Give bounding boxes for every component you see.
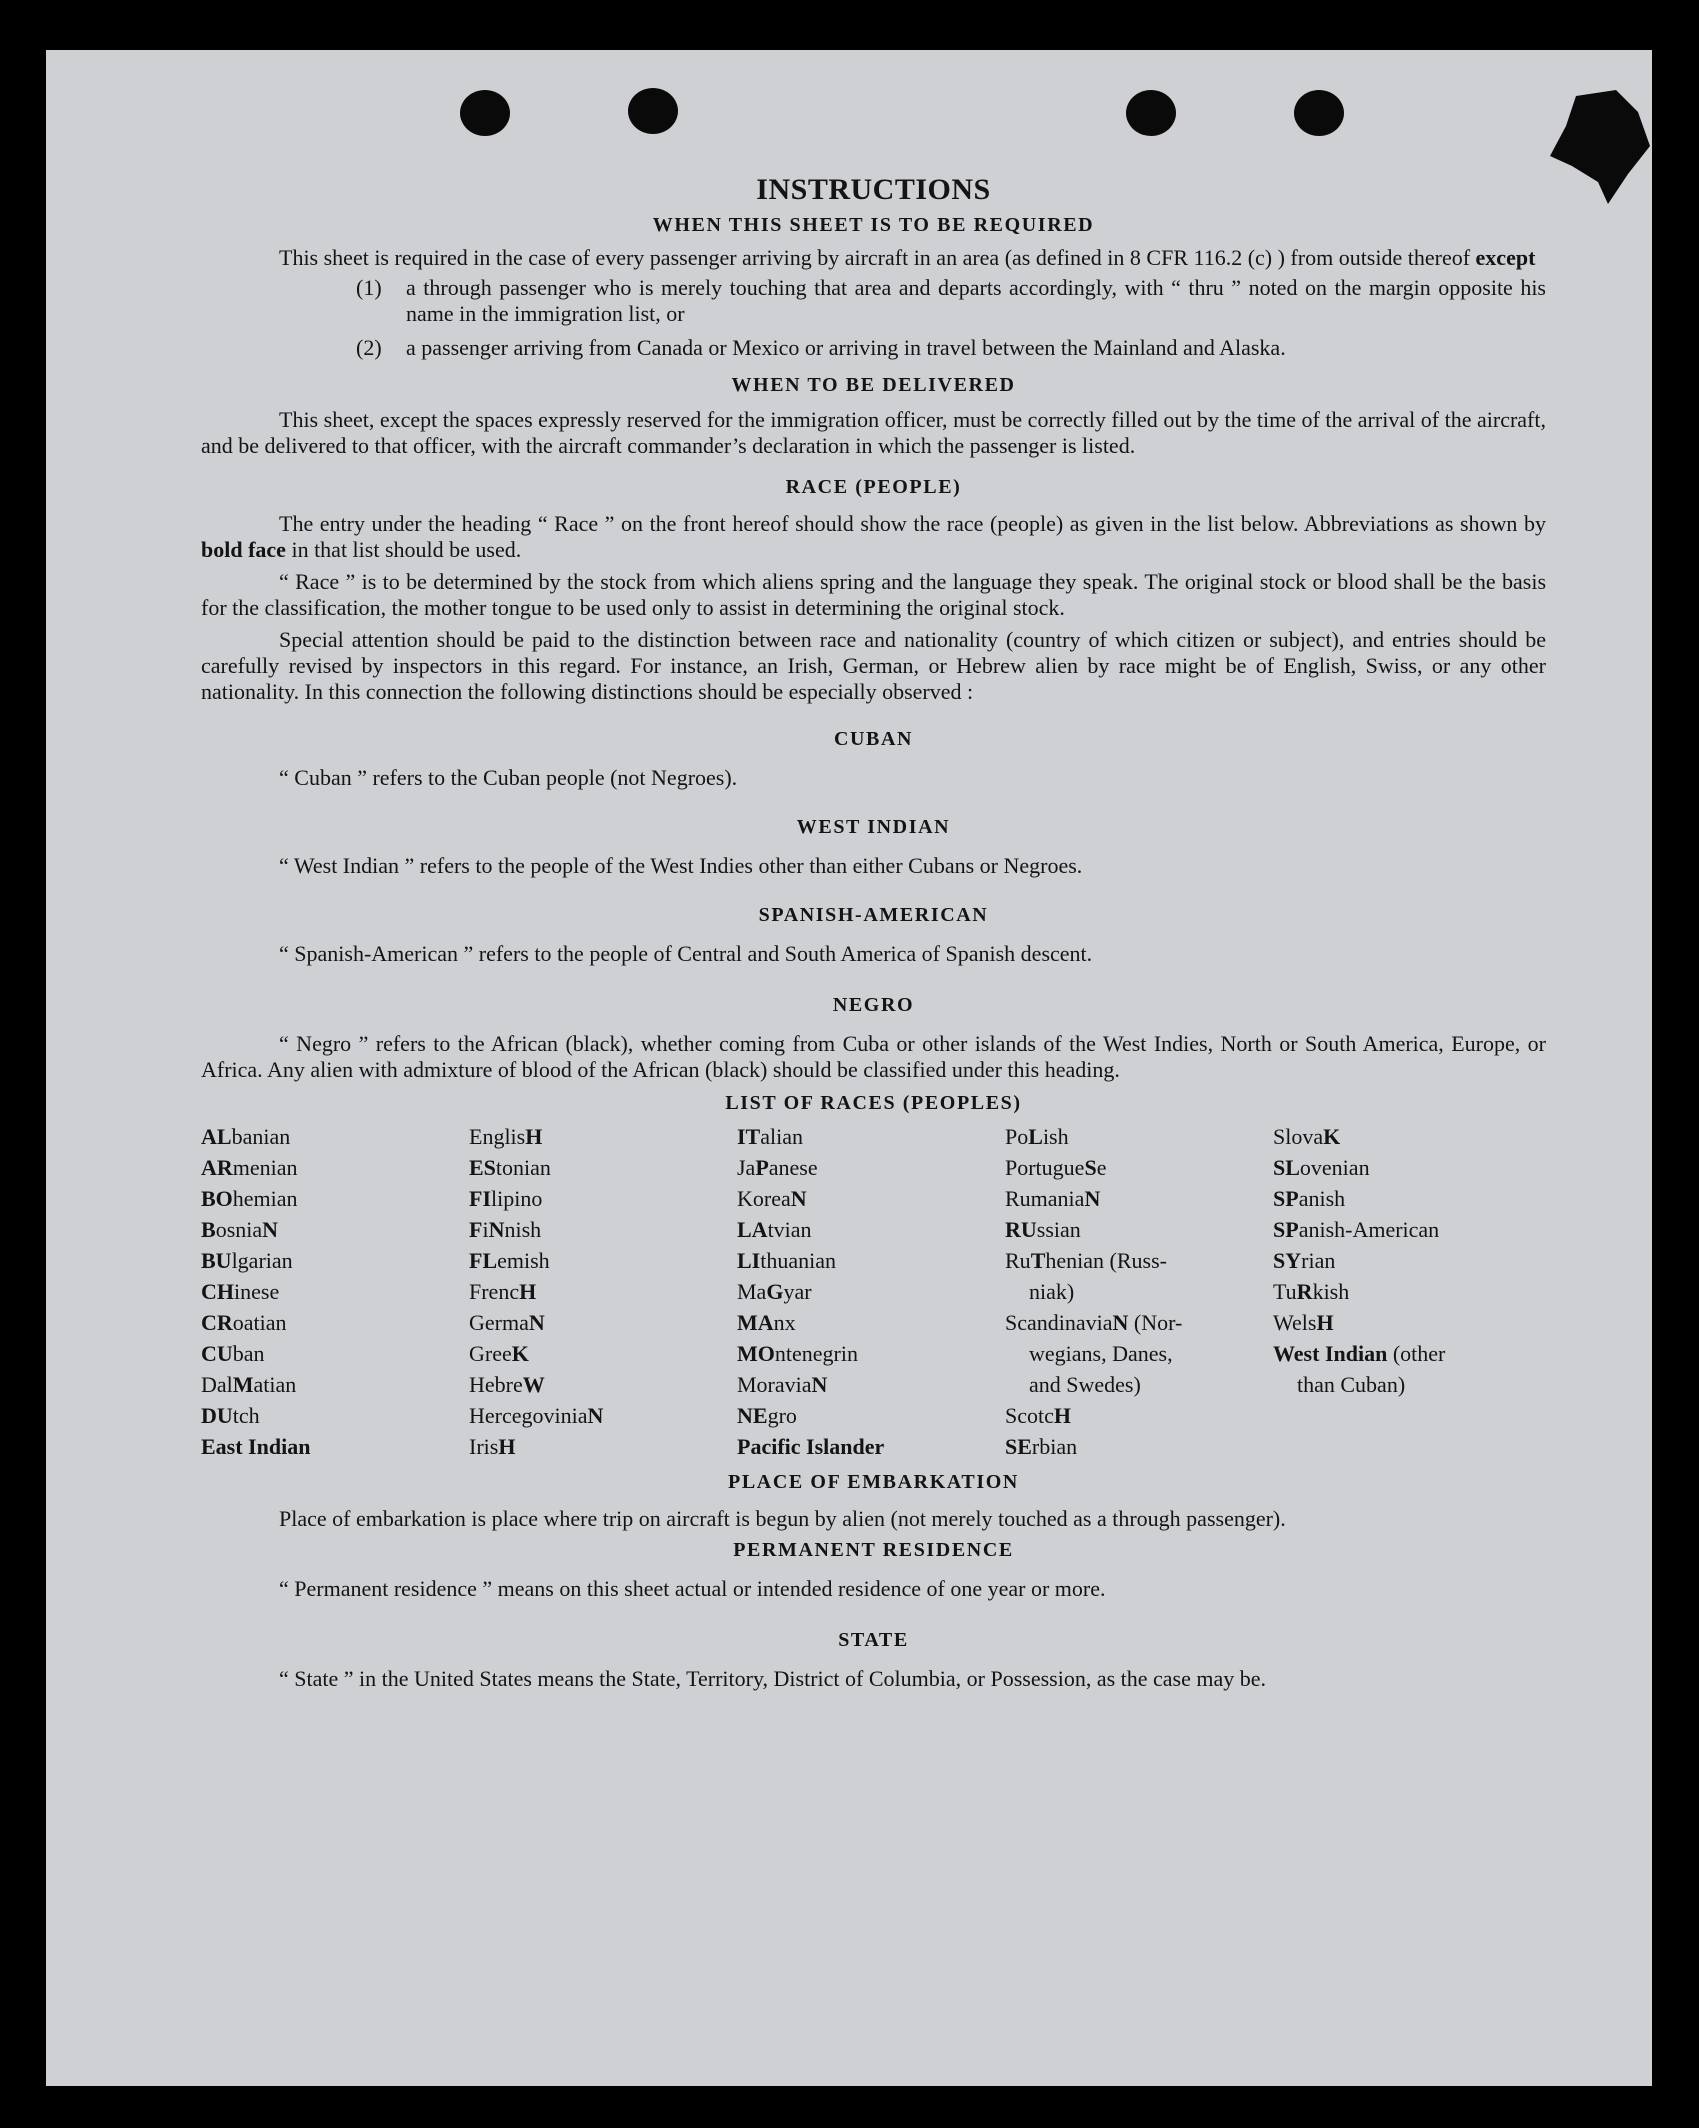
race-entry	[737, 1183, 1005, 1214]
races-column	[469, 1121, 737, 1462]
race-entry	[737, 1121, 1005, 1152]
race-text: ovenian	[1299, 1155, 1370, 1180]
race-entry	[1273, 1214, 1541, 1245]
race-entry	[469, 1245, 737, 1276]
race-text: niak)	[1029, 1279, 1075, 1304]
race-text: ssian	[1036, 1217, 1081, 1242]
race-abbrev-bold: RU	[1005, 1217, 1037, 1242]
race-entry	[1005, 1276, 1273, 1307]
race-abbrev-bold: ES	[469, 1155, 496, 1180]
race-abbrev-bold: SP	[1273, 1217, 1299, 1242]
race-entry	[469, 1338, 737, 1369]
race-abbrev-bold: K	[1323, 1124, 1341, 1149]
race-entry	[469, 1431, 737, 1462]
race-abbrev-bold: LI	[737, 1248, 761, 1273]
page-title: INSTRUCTIONS	[756, 173, 991, 206]
race-text: anese	[768, 1155, 818, 1180]
section-heading-list-of-races: LIST OF RACES (PEOPLES)	[725, 1092, 1022, 1114]
race-text: Korea	[737, 1186, 791, 1211]
races-column	[201, 1121, 469, 1462]
required-intro: This sheet is required in the case of every passenger arriving by aircraft in an area (as defined in 8 CFR 116.2 (c) ) from outside thereof except	[279, 245, 1536, 270]
residence-text: “ Permanent residence ” means on this sheet actual or intended residence of one year or more.	[279, 1576, 1106, 1601]
race-abbrev-bold: BO	[201, 1186, 233, 1211]
section-heading-west-indian: WEST INDIAN	[796, 816, 951, 838]
race-text: tvian	[767, 1217, 812, 1242]
race-entry	[201, 1214, 469, 1245]
race-abbrev-bold: BU	[201, 1248, 232, 1273]
race-abbrev-bold: CH	[201, 1279, 234, 1304]
race-abbrev-bold: N	[488, 1217, 505, 1242]
race-entry	[469, 1400, 737, 1431]
race-text: Hercegovinia	[469, 1403, 588, 1428]
negro-text: “ Negro ” refers to the African (black), whether coming from Cuba or other islands of the West Indies, North or South America, Europe, or Africa. Any alien with admixture of blood of the African (black) should be classified under this heading.	[201, 1031, 1546, 1082]
race-text: nish	[504, 1217, 542, 1242]
section-heading-embarkation: PLACE OF EMBARKATION	[728, 1471, 1019, 1493]
race-text: anish-American	[1298, 1217, 1440, 1242]
race-abbrev-bold: IT	[737, 1124, 761, 1149]
spanish-american-text: “ Spanish-American ” refers to the people of Central and South America of Spanish descent.	[279, 941, 1093, 966]
race-entry	[1273, 1338, 1541, 1369]
race-text: hemian	[232, 1186, 298, 1211]
race-text: Rumania	[1005, 1186, 1085, 1211]
race-abbrev-bold: CR	[201, 1310, 233, 1335]
race-abbrev-bold: T	[1030, 1248, 1046, 1273]
race-abbrev-bold: W	[522, 1372, 545, 1397]
race-entry	[1273, 1276, 1541, 1307]
race-entry	[1273, 1152, 1541, 1183]
section-heading-negro: NEGRO	[832, 994, 915, 1016]
race-text: Scandinavia	[1005, 1310, 1113, 1335]
race-entry	[737, 1245, 1005, 1276]
race-entry	[1273, 1245, 1541, 1276]
race-text: ban	[232, 1341, 265, 1366]
race-text: thuanian	[760, 1248, 837, 1273]
item-number: (1)	[356, 275, 382, 300]
race-entry	[1273, 1369, 1541, 1400]
race-text: atian	[253, 1372, 297, 1397]
race-text: than Cuban)	[1297, 1372, 1406, 1397]
race-entry	[1005, 1183, 1273, 1214]
race-text: Dal	[201, 1372, 233, 1397]
race-abbrev-bold: DU	[201, 1403, 233, 1428]
race-entry	[469, 1152, 737, 1183]
race-text: Gree	[469, 1341, 512, 1366]
race-abbrev-bold: H	[519, 1279, 537, 1304]
race-text: alian	[760, 1124, 804, 1149]
race-text: ish	[1042, 1124, 1069, 1149]
race-paragraph: The entry under the heading “ Race ” on the front hereof should show the race (people) as given in the list below. Abbreviations as shown by bold face in that list should be used.	[201, 511, 1546, 562]
race-text: i	[482, 1217, 489, 1242]
section-heading-race: RACE (PEOPLE)	[785, 476, 962, 498]
race-abbrev-bold: SP	[1273, 1186, 1299, 1211]
document-sheet	[46, 50, 1652, 2086]
race-entry	[201, 1121, 469, 1152]
race-entry	[469, 1307, 737, 1338]
race-abbrev-bold: N	[790, 1186, 807, 1211]
race-abbrev-bold: West Indian	[1273, 1341, 1388, 1366]
race-entry	[1273, 1183, 1541, 1214]
race-text: menian	[232, 1155, 298, 1180]
punch-hole	[628, 88, 678, 134]
item-text: a passenger arriving from Canada or Mexico or arriving in travel between the Mainland and Alaska.	[406, 335, 1286, 360]
race-text: osnia	[215, 1217, 263, 1242]
race-entry	[1005, 1400, 1273, 1431]
race-text: Wels	[1273, 1310, 1317, 1335]
punch-hole	[1294, 90, 1344, 136]
race-text: nx	[773, 1310, 796, 1335]
race-entry	[737, 1431, 1005, 1462]
race-text: lgarian	[231, 1248, 293, 1273]
race-text: Ma	[737, 1279, 767, 1304]
race-abbrev-bold: N	[587, 1403, 604, 1428]
race-text: Po	[1005, 1124, 1029, 1149]
race-entry	[201, 1369, 469, 1400]
race-text: rbian	[1031, 1434, 1078, 1459]
section-heading-required: WHEN THIS SHEET IS TO BE REQUIRED	[652, 214, 1095, 236]
race-abbrev-bold: East Indian	[201, 1434, 311, 1459]
race-abbrev-bold: G	[766, 1279, 784, 1304]
race-text: Ja	[737, 1155, 756, 1180]
race-entry	[737, 1338, 1005, 1369]
item-number: (2)	[356, 335, 382, 360]
item-text: a through passenger who is merely touching that area and departs accordingly, with “ thru ” noted on the margin opposite his name in the immigration list, or	[406, 275, 1546, 326]
race-text: rian	[1301, 1248, 1336, 1273]
race-entry	[469, 1183, 737, 1214]
race-entry	[1005, 1245, 1273, 1276]
race-entry	[737, 1369, 1005, 1400]
race-abbrev-bold: H	[1053, 1403, 1072, 1428]
race-text: Iris	[469, 1434, 499, 1459]
list-item	[356, 335, 1546, 361]
race-abbrev-bold: S	[1084, 1155, 1097, 1180]
race-abbrev-bold: CU	[201, 1341, 233, 1366]
race-abbrev-bold: SL	[1273, 1155, 1300, 1180]
race-entry	[201, 1338, 469, 1369]
race-text: ntenegrin	[774, 1341, 858, 1366]
race-abbrev-bold: H	[525, 1124, 543, 1149]
race-text: Slova	[1273, 1124, 1324, 1149]
race-entry	[469, 1369, 737, 1400]
race-text: yar	[783, 1279, 812, 1304]
race-abbrev-bold: SE	[1005, 1434, 1032, 1459]
race-abbrev-bold: LA	[737, 1217, 768, 1242]
race-paragraph: Special attention should be paid to the distinction between race and nationality (country of which citizen or subject), and entries should be carefully revised by inspectors in this regard. For instance, an Irish, German, or Hebrew alien by race might be of English, Swiss, or any other nationality. In this connection the following distinctions should be especially observed :	[201, 627, 1546, 704]
race-text: Tu	[1273, 1279, 1297, 1304]
race-abbrev-bold: B	[201, 1217, 216, 1242]
race-text: inese	[234, 1279, 280, 1304]
race-entry	[1005, 1214, 1273, 1245]
races-column	[737, 1121, 1005, 1462]
race-text: Ru	[1005, 1248, 1031, 1273]
race-text: Frenc	[469, 1279, 520, 1304]
race-entry	[1005, 1121, 1273, 1152]
race-entry	[201, 1276, 469, 1307]
race-entry	[469, 1276, 737, 1307]
race-entry	[469, 1121, 737, 1152]
race-abbrev-bold: MA	[737, 1310, 774, 1335]
instructions-content	[201, 173, 1546, 1692]
race-abbrev-bold: M	[232, 1372, 254, 1397]
race-abbrev-bold: MO	[737, 1341, 775, 1366]
cuban-text: “ Cuban ” refers to the Cuban people (not Negroes).	[279, 765, 738, 790]
section-heading-cuban: CUBAN	[833, 728, 914, 750]
section-heading-state: STATE	[838, 1629, 909, 1651]
race-entry	[1005, 1152, 1273, 1183]
race-abbrev-bold: AL	[201, 1124, 232, 1149]
race-text: henian (Russ-	[1045, 1248, 1167, 1273]
race-paragraph: “ Race ” is to be determined by the stock from which aliens spring and the language they speak. The original stock or blood shall be the basis for the classification, the mother tongue to be used only to assist in determining the original stock.	[201, 569, 1546, 620]
race-entry	[1005, 1431, 1273, 1462]
race-text: banian	[231, 1124, 291, 1149]
race-abbrev-bold: H	[498, 1434, 516, 1459]
race-entry	[1005, 1369, 1273, 1400]
race-text: oatian	[232, 1310, 287, 1335]
race-text: Scotc	[1005, 1403, 1054, 1428]
race-entry	[1005, 1338, 1273, 1369]
race-text: and Swedes)	[1029, 1372, 1141, 1397]
race-text: Hebre	[469, 1372, 523, 1397]
race-abbrev-bold: AR	[201, 1155, 233, 1180]
race-text: anish	[1298, 1186, 1346, 1211]
race-text: Englis	[469, 1124, 526, 1149]
race-text: emish	[497, 1248, 550, 1273]
races-column	[1005, 1121, 1273, 1462]
race-entry	[201, 1245, 469, 1276]
race-entry	[737, 1276, 1005, 1307]
delivered-text: This sheet, except the spaces expressly reserved for the immigration officer, must be correctly filled out by the time of the arrival of the aircraft, and be delivered to that officer, with the aircraft commander’s declaration in which the passenger is listed.	[201, 407, 1546, 458]
race-text: tonian	[495, 1155, 551, 1180]
race-entry	[201, 1431, 469, 1462]
race-abbrev-bold: N	[1112, 1310, 1129, 1335]
race-text: e	[1096, 1155, 1107, 1180]
section-heading-spanish-american: SPANISH-AMERICAN	[758, 904, 989, 926]
west-indian-text: “ West Indian ” refers to the people of the West Indies other than either Cubans or Negroes.	[279, 853, 1083, 878]
race-bold-face: bold face	[201, 537, 286, 562]
race-abbrev-bold: N	[811, 1372, 828, 1397]
race-abbrev-bold: L	[1028, 1124, 1043, 1149]
race-entry	[1273, 1307, 1541, 1338]
race-entry	[469, 1214, 737, 1245]
race-text: wegians, Danes,	[1029, 1341, 1173, 1366]
race-entry	[737, 1214, 1005, 1245]
race-abbrev-bold: F	[469, 1217, 483, 1242]
race-abbrev-bold: SY	[1273, 1248, 1302, 1273]
race-abbrev-bold: K	[511, 1341, 529, 1366]
race-entry	[201, 1307, 469, 1338]
race-text: Moravia	[737, 1372, 812, 1397]
race-entry	[201, 1152, 469, 1183]
race-abbrev-bold: N	[262, 1217, 279, 1242]
race-abbrev-bold: R	[1296, 1279, 1313, 1304]
section-heading-delivered: WHEN TO BE DELIVERED	[731, 374, 1016, 396]
torn-corner	[1546, 86, 1652, 216]
race-abbrev-bold: P	[755, 1155, 769, 1180]
races-column	[1273, 1121, 1541, 1462]
race-text: lipino	[491, 1186, 543, 1211]
race-abbrev-bold: FL	[469, 1248, 498, 1273]
race-abbrev-bold: N	[528, 1310, 545, 1335]
race-entry	[737, 1400, 1005, 1431]
section-heading-residence: PERMANENT RESIDENCE	[733, 1539, 1014, 1561]
race-abbrev-bold: Pacific Islander	[737, 1434, 885, 1459]
race-entry	[201, 1400, 469, 1431]
embarkation-text: Place of embarkation is place where trip on aircraft is begun by alien (not merely touched as a through passenger).	[279, 1506, 1286, 1531]
race-text: (Nor-	[1128, 1310, 1183, 1335]
list-item	[356, 275, 1546, 327]
race-entry	[737, 1307, 1005, 1338]
race-text: tch	[232, 1403, 260, 1428]
race-abbrev-bold: N	[1084, 1186, 1101, 1211]
required-intro-bold: except	[1475, 245, 1536, 270]
race-abbrev-bold: H	[1316, 1310, 1334, 1335]
race-text: Portugue	[1005, 1155, 1085, 1180]
state-text: “ State ” in the United States means the State, Territory, District of Columbia, or Possession, as the case may be.	[279, 1666, 1267, 1691]
race-text: kish	[1312, 1279, 1350, 1304]
race-abbrev-bold: NE	[737, 1403, 768, 1428]
punch-hole	[1126, 90, 1176, 136]
race-entry	[737, 1152, 1005, 1183]
race-entry	[201, 1183, 469, 1214]
races-table	[201, 1121, 1546, 1462]
punch-hole	[460, 90, 510, 136]
race-text: (other	[1387, 1341, 1446, 1366]
race-text: gro	[767, 1403, 797, 1428]
race-abbrev-bold: FI	[469, 1186, 491, 1211]
race-entry	[1005, 1307, 1273, 1338]
race-entry	[1273, 1121, 1541, 1152]
race-text: Germa	[469, 1310, 529, 1335]
